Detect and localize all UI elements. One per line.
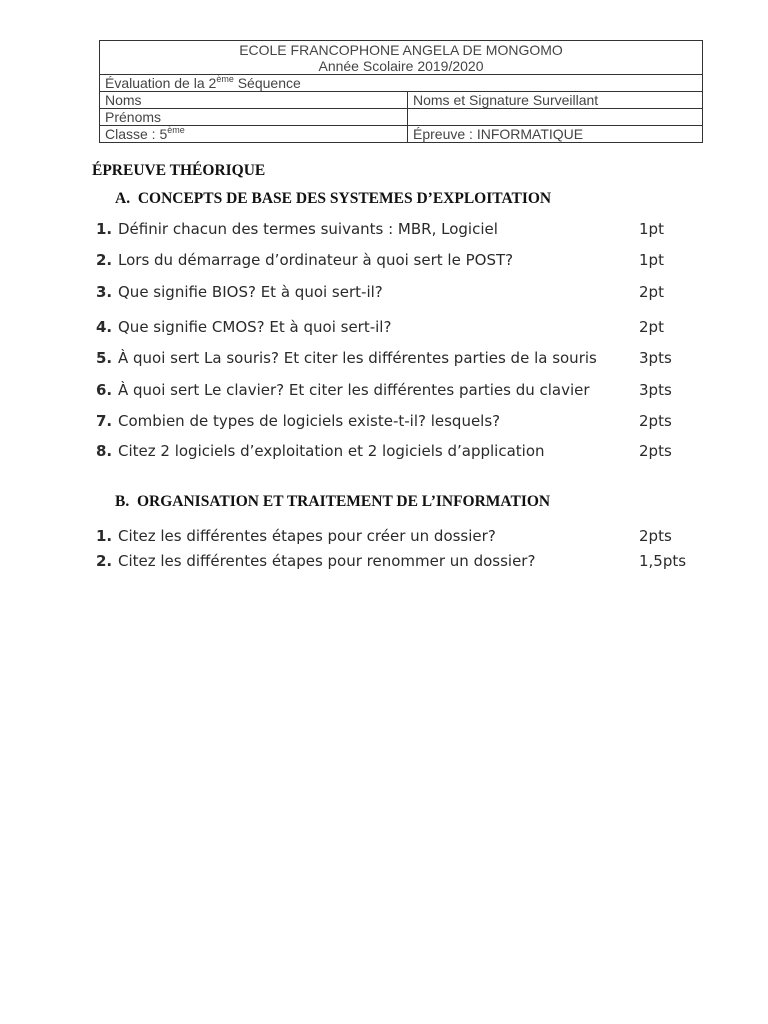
question-number: 6. <box>96 381 113 399</box>
evaluation-sup: ème <box>216 74 234 84</box>
question-a2 <box>96 251 696 271</box>
question-points: 1pt <box>639 220 664 238</box>
prenoms-cell: Prénoms <box>100 109 408 126</box>
question-text: Lors du démarrage d’ordinateur à quoi sert le POST? <box>118 251 514 269</box>
school-name: ECOLE FRANCOPHONE ANGELA DE MONGOMO <box>239 42 563 58</box>
header-table <box>99 40 703 143</box>
evaluation-suffix: Séquence <box>233 75 301 91</box>
section-b-heading <box>115 493 550 511</box>
question-a7 <box>96 412 696 432</box>
question-points: 3pts <box>639 381 672 399</box>
question-number: 5. <box>96 349 113 367</box>
question-b1 <box>96 527 696 547</box>
classe-prefix: Classe : 5 <box>105 126 168 142</box>
question-b2 <box>96 552 696 572</box>
question-number: 7. <box>96 412 113 430</box>
section-b-letter: B. <box>115 493 130 510</box>
epreuve-cell: Épreuve : INFORMATIQUE <box>408 126 703 143</box>
question-points: 2pt <box>639 283 664 301</box>
question-text: Que signifie BIOS? Et à quoi sert-il? <box>118 283 383 301</box>
question-text: Que signifie CMOS? Et à quoi sert-il? <box>118 318 392 336</box>
surveillant-cell: Noms et Signature Surveillant <box>408 92 703 109</box>
classe-cell <box>100 126 408 143</box>
question-text: Combien de types de logiciels existe-t-il? lesquels? <box>118 412 501 430</box>
section-b-title: ORGANISATION ET TRAITEMENT DE L’INFORMATION <box>136 493 551 510</box>
question-number: 1. <box>96 220 113 238</box>
section-a-title: CONCEPTS DE BASE DES SYSTEMES D’EXPLOITATION <box>137 190 552 207</box>
question-a4 <box>96 318 696 338</box>
school-year: Année Scolaire 2019/2020 <box>318 58 484 74</box>
question-points: 2pts <box>639 412 672 430</box>
section-a-heading <box>115 190 551 208</box>
question-number: 1. <box>96 527 113 545</box>
question-points: 3pts <box>639 349 672 367</box>
evaluation-cell <box>100 75 703 92</box>
question-number: 2. <box>96 552 113 570</box>
question-a5 <box>96 349 696 369</box>
question-points: 2pts <box>639 442 672 460</box>
question-a8 <box>96 442 696 462</box>
empty-cell <box>408 109 703 126</box>
noms-cell: Noms <box>100 92 408 109</box>
question-text: À quoi sert Le clavier? Et citer les différentes parties du clavier <box>118 381 590 399</box>
question-a6 <box>96 381 696 401</box>
question-number: 2. <box>96 251 113 269</box>
question-text: Définir chacun des termes suivants : MBR, Logiciel <box>118 220 498 238</box>
question-number: 8. <box>96 442 113 460</box>
question-text: À quoi sert La souris? Et citer les différentes parties de la souris <box>118 349 597 367</box>
question-a1 <box>96 220 696 240</box>
question-points: 2pt <box>639 318 664 336</box>
question-points: 1,5pts <box>639 552 687 570</box>
classe-sup: ème <box>167 125 185 135</box>
question-number: 3. <box>96 283 113 301</box>
question-text: Citez 2 logiciels d’exploitation et 2 logiciels d’application <box>118 442 545 460</box>
question-text: Citez les différentes étapes pour créer un dossier? <box>118 527 496 545</box>
school-cell <box>100 41 703 75</box>
question-number: 4. <box>96 318 113 336</box>
section-a-letter: A. <box>115 190 131 207</box>
evaluation-prefix: Évaluation de la 2 <box>105 75 217 91</box>
question-points: 1pt <box>639 251 664 269</box>
question-a3 <box>96 283 696 303</box>
page-title: ÉPREUVE THÉORIQUE <box>92 162 266 179</box>
question-points: 2pts <box>639 527 672 545</box>
question-text: Citez les différentes étapes pour renommer un dossier? <box>118 552 536 570</box>
